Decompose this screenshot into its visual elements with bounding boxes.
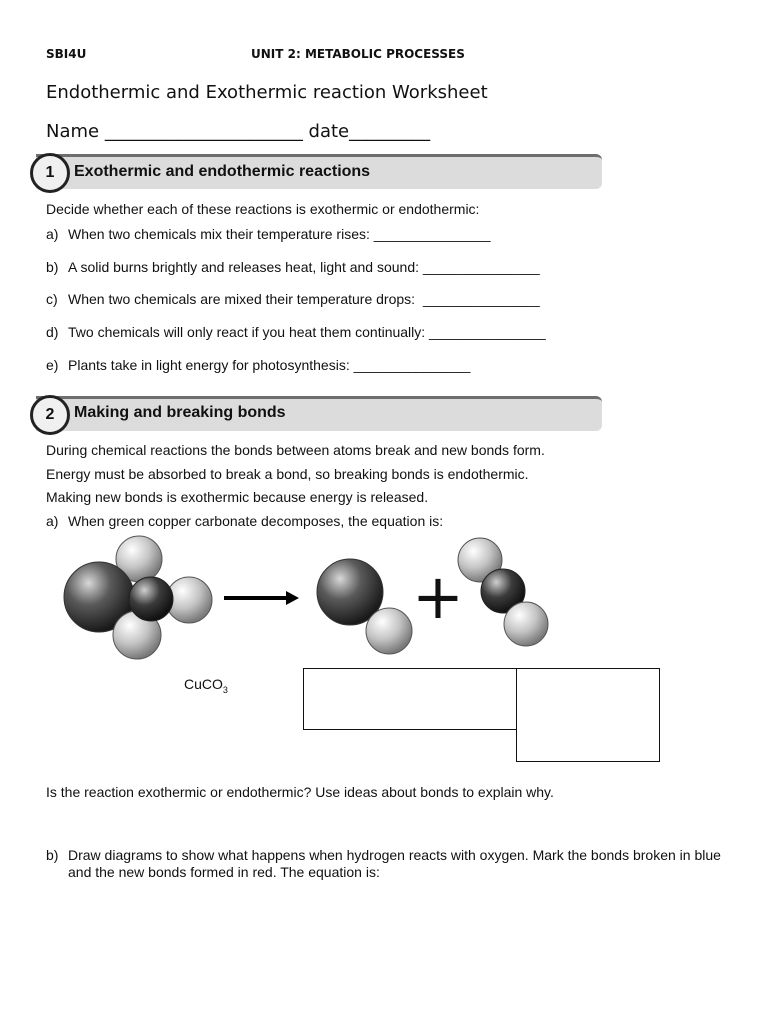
- formula-main: CuCO: [184, 676, 223, 692]
- worksheet-title: Endothermic and Exothermic reaction Worksheet: [46, 82, 488, 103]
- question-label: a): [46, 226, 59, 242]
- question-text: Two chemicals will only react if you heat them continually: _______________: [68, 324, 546, 340]
- section-2-title: Making and breaking bonds: [74, 404, 286, 421]
- section-1-title: Exothermic and endothermic reactions: [74, 163, 371, 180]
- formula-subscript: 3: [222, 684, 228, 695]
- section-2-question: Is the reaction exothermic or endothermic? Use ideas about bonds to explain why.: [46, 784, 554, 800]
- question-text: A solid burns brightly and releases heat, light and sound: _______________: [68, 259, 540, 275]
- question-text: When two chemicals mix their temperature rises: _______________: [68, 226, 491, 242]
- answer-box-product-1[interactable]: [303, 668, 519, 730]
- question-text: Plants take in light energy for photosynthesis: _______________: [68, 357, 471, 373]
- question-text: Draw diagrams to show what happens when hydrogen reacts with oxygen. Mark the bonds broken in blue: [68, 847, 721, 863]
- question-label: d): [46, 324, 59, 340]
- formula-cuco3: [184, 676, 228, 695]
- question-label: c): [46, 291, 58, 307]
- section-1-intro: Decide whether each of these reactions is exothermic or endothermic:: [46, 201, 480, 217]
- course-code: SBI4U: [46, 47, 87, 61]
- question-text-continued: and the new bonds formed in red. The equation is:: [68, 864, 380, 880]
- copper-carbonate-diagram: [0, 530, 768, 670]
- question-label: b): [46, 259, 59, 275]
- section-1-number: 1: [30, 153, 70, 193]
- answer-box-product-2[interactable]: [516, 668, 660, 762]
- reaction-arrow-head: [286, 591, 299, 605]
- unit-title: UNIT 2: METABOLIC PROCESSES: [251, 47, 465, 61]
- question-text: When two chemicals are mixed their temperature drops: _______________: [68, 291, 540, 307]
- section-2-para-3: Making new bonds is exothermic because energy is released.: [46, 489, 429, 505]
- section-2-para-1: During chemical reactions the bonds between atoms break and new bonds form.: [46, 442, 545, 458]
- carbon-atom: [129, 577, 173, 621]
- oxygen-atom: [504, 602, 548, 646]
- question-text: When green copper carbonate decomposes, the equation is:: [68, 513, 444, 529]
- question-label: a): [46, 513, 59, 529]
- oxygen-atom: [366, 608, 412, 654]
- question-label: b): [46, 847, 59, 863]
- section-2-para-2: Energy must be absorbed to break a bond, so breaking bonds is endothermic.: [46, 466, 529, 482]
- name-date-line: Name ______________________ date_________: [46, 121, 431, 142]
- section-2-number: 2: [30, 395, 70, 435]
- question-label: e): [46, 357, 59, 373]
- plus-sign: +: [412, 560, 464, 633]
